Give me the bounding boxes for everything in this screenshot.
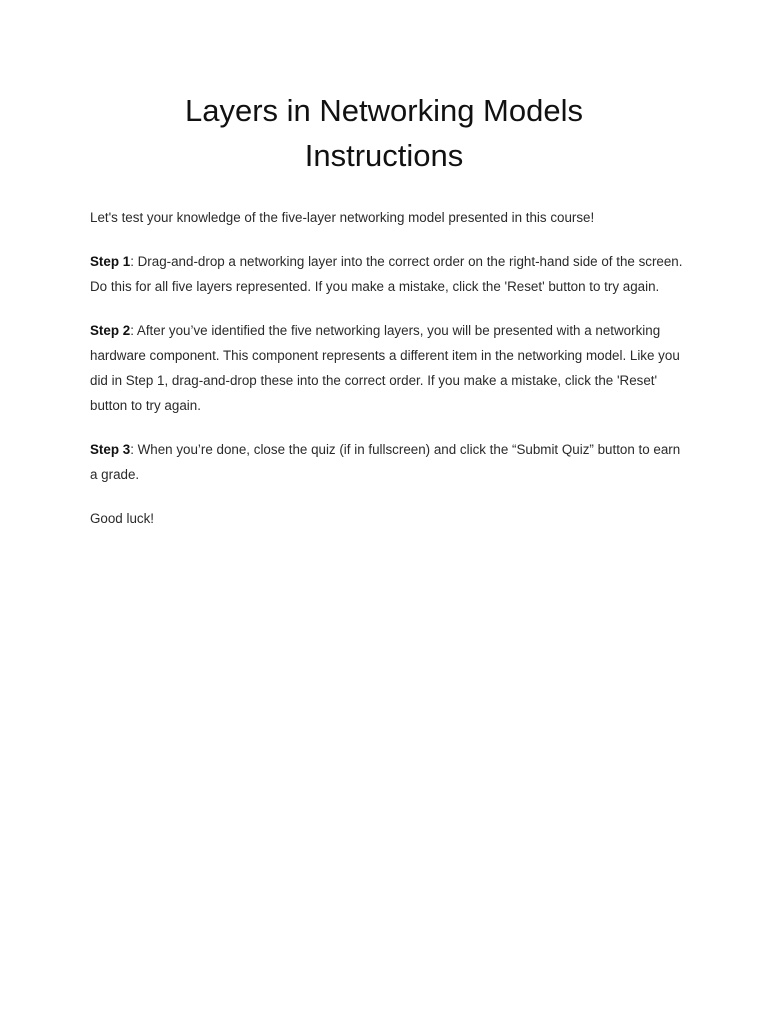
step-3-label: Step 3 xyxy=(90,442,131,457)
title-line-2: Instructions xyxy=(304,138,464,173)
instructions-body xyxy=(90,205,690,550)
step-2-paragraph xyxy=(90,318,690,418)
intro-paragraph: Let's test your knowledge of the five-layer networking model presented in this course! xyxy=(90,210,595,225)
step-2-label: Step 2 xyxy=(90,323,131,338)
step-3-text: : When you’re done, close the quiz (if in fullscreen) and click the “Submit Quiz” button to earn a grade. xyxy=(90,442,681,482)
page-title xyxy=(0,88,768,178)
step-1-text: : Drag-and-drop a networking layer into the correct order on the right-hand side of the screen. Do this for all five layers represented. If you make a mistake, click the 'Reset' button to try again. xyxy=(90,254,683,294)
step-1-label: Step 1 xyxy=(90,254,131,269)
title-line-1: Layers in Networking Models xyxy=(184,93,583,128)
step-3-paragraph xyxy=(90,437,690,487)
step-2-text: : After you’ve identified the five networking layers, you will be presented with a networking hardware component. This component represents a different item in the networking model. Like you did in Step 1, drag-and-drop these into the correct order. If you make a mistake, click the 'Reset' button to try again. xyxy=(90,323,680,413)
closing-paragraph: Good luck! xyxy=(90,511,155,526)
step-1-paragraph xyxy=(90,249,690,299)
